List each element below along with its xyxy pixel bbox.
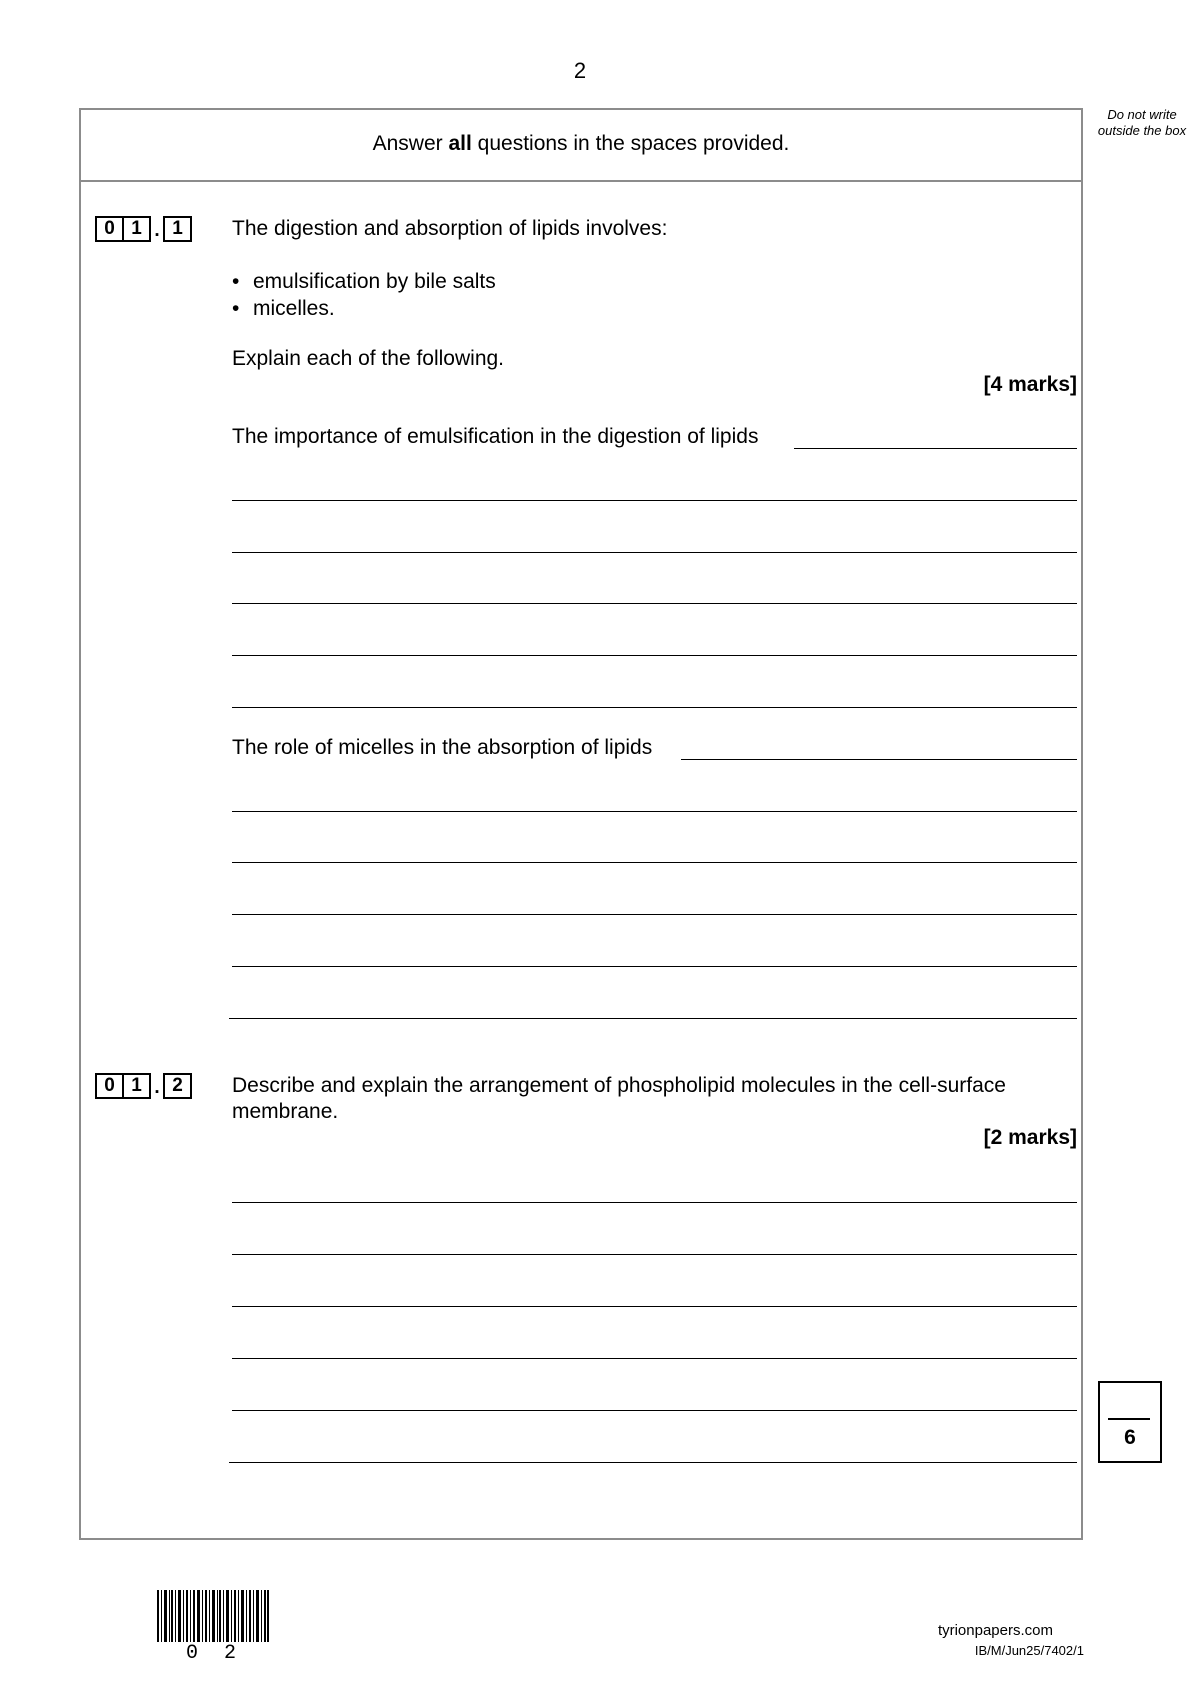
bullet-item: • micelles.	[230, 295, 496, 322]
answer-frame	[79, 108, 1083, 1540]
barcode-icon	[157, 1590, 269, 1642]
question-text: Describe and explain the arrangement of phospholipid molecules in the cell-surface membrane.	[232, 1074, 1006, 1123]
bullet-item: • emulsification by bile salts	[230, 268, 496, 295]
answer-line[interactable]	[232, 500, 1077, 501]
question-instruction: Explain each of the following.	[232, 347, 505, 370]
answer-line[interactable]	[232, 1202, 1077, 1203]
answer-line[interactable]	[232, 862, 1077, 863]
answer-line[interactable]	[681, 759, 1077, 760]
answer-line[interactable]	[232, 1358, 1077, 1359]
margin-note: Do not write outside the box	[1097, 107, 1187, 138]
footer-paper-code: IB/M/Jun25/7402/1	[974, 1643, 1084, 1658]
marks-label: [4 marks]	[983, 373, 1077, 396]
answer-line[interactable]	[232, 966, 1077, 967]
score-divider	[1108, 1418, 1150, 1420]
question-number-01-2: 0 1 . 2	[95, 1073, 192, 1099]
part-b-prompt: The role of micelles in the absorption of lipids	[232, 736, 653, 759]
answer-line[interactable]	[232, 914, 1077, 915]
question-intro: The digestion and absorption of lipids involves:	[232, 217, 668, 240]
footer-site: tyrionpapers.com	[937, 1622, 1053, 1639]
answer-line[interactable]	[232, 811, 1077, 812]
frame-header-divider	[79, 180, 1083, 182]
instruction: Answer all questions in the spaces provided.	[372, 132, 790, 155]
answer-line[interactable]	[232, 552, 1077, 553]
question-number-01-1: 0 1 . 1	[95, 216, 192, 242]
answer-line[interactable]	[794, 448, 1077, 449]
page-score-box	[1098, 1381, 1162, 1463]
answer-line[interactable]	[232, 1254, 1077, 1255]
barcode-number: 0 2	[186, 1642, 244, 1665]
page-number: 2	[573, 58, 587, 83]
answer-line[interactable]	[232, 1410, 1077, 1411]
answer-line[interactable]	[232, 603, 1077, 604]
answer-line[interactable]	[232, 707, 1077, 708]
bullet-list	[230, 268, 496, 322]
answer-line[interactable]	[229, 1462, 1077, 1463]
part-a-prompt: The importance of emulsification in the digestion of lipids	[232, 425, 759, 448]
answer-line[interactable]	[232, 1306, 1077, 1307]
answer-line[interactable]	[229, 1018, 1077, 1019]
answer-line[interactable]	[232, 655, 1077, 656]
marks-label: [2 marks]	[983, 1126, 1077, 1149]
page-total-marks: 6	[1124, 1426, 1136, 1449]
